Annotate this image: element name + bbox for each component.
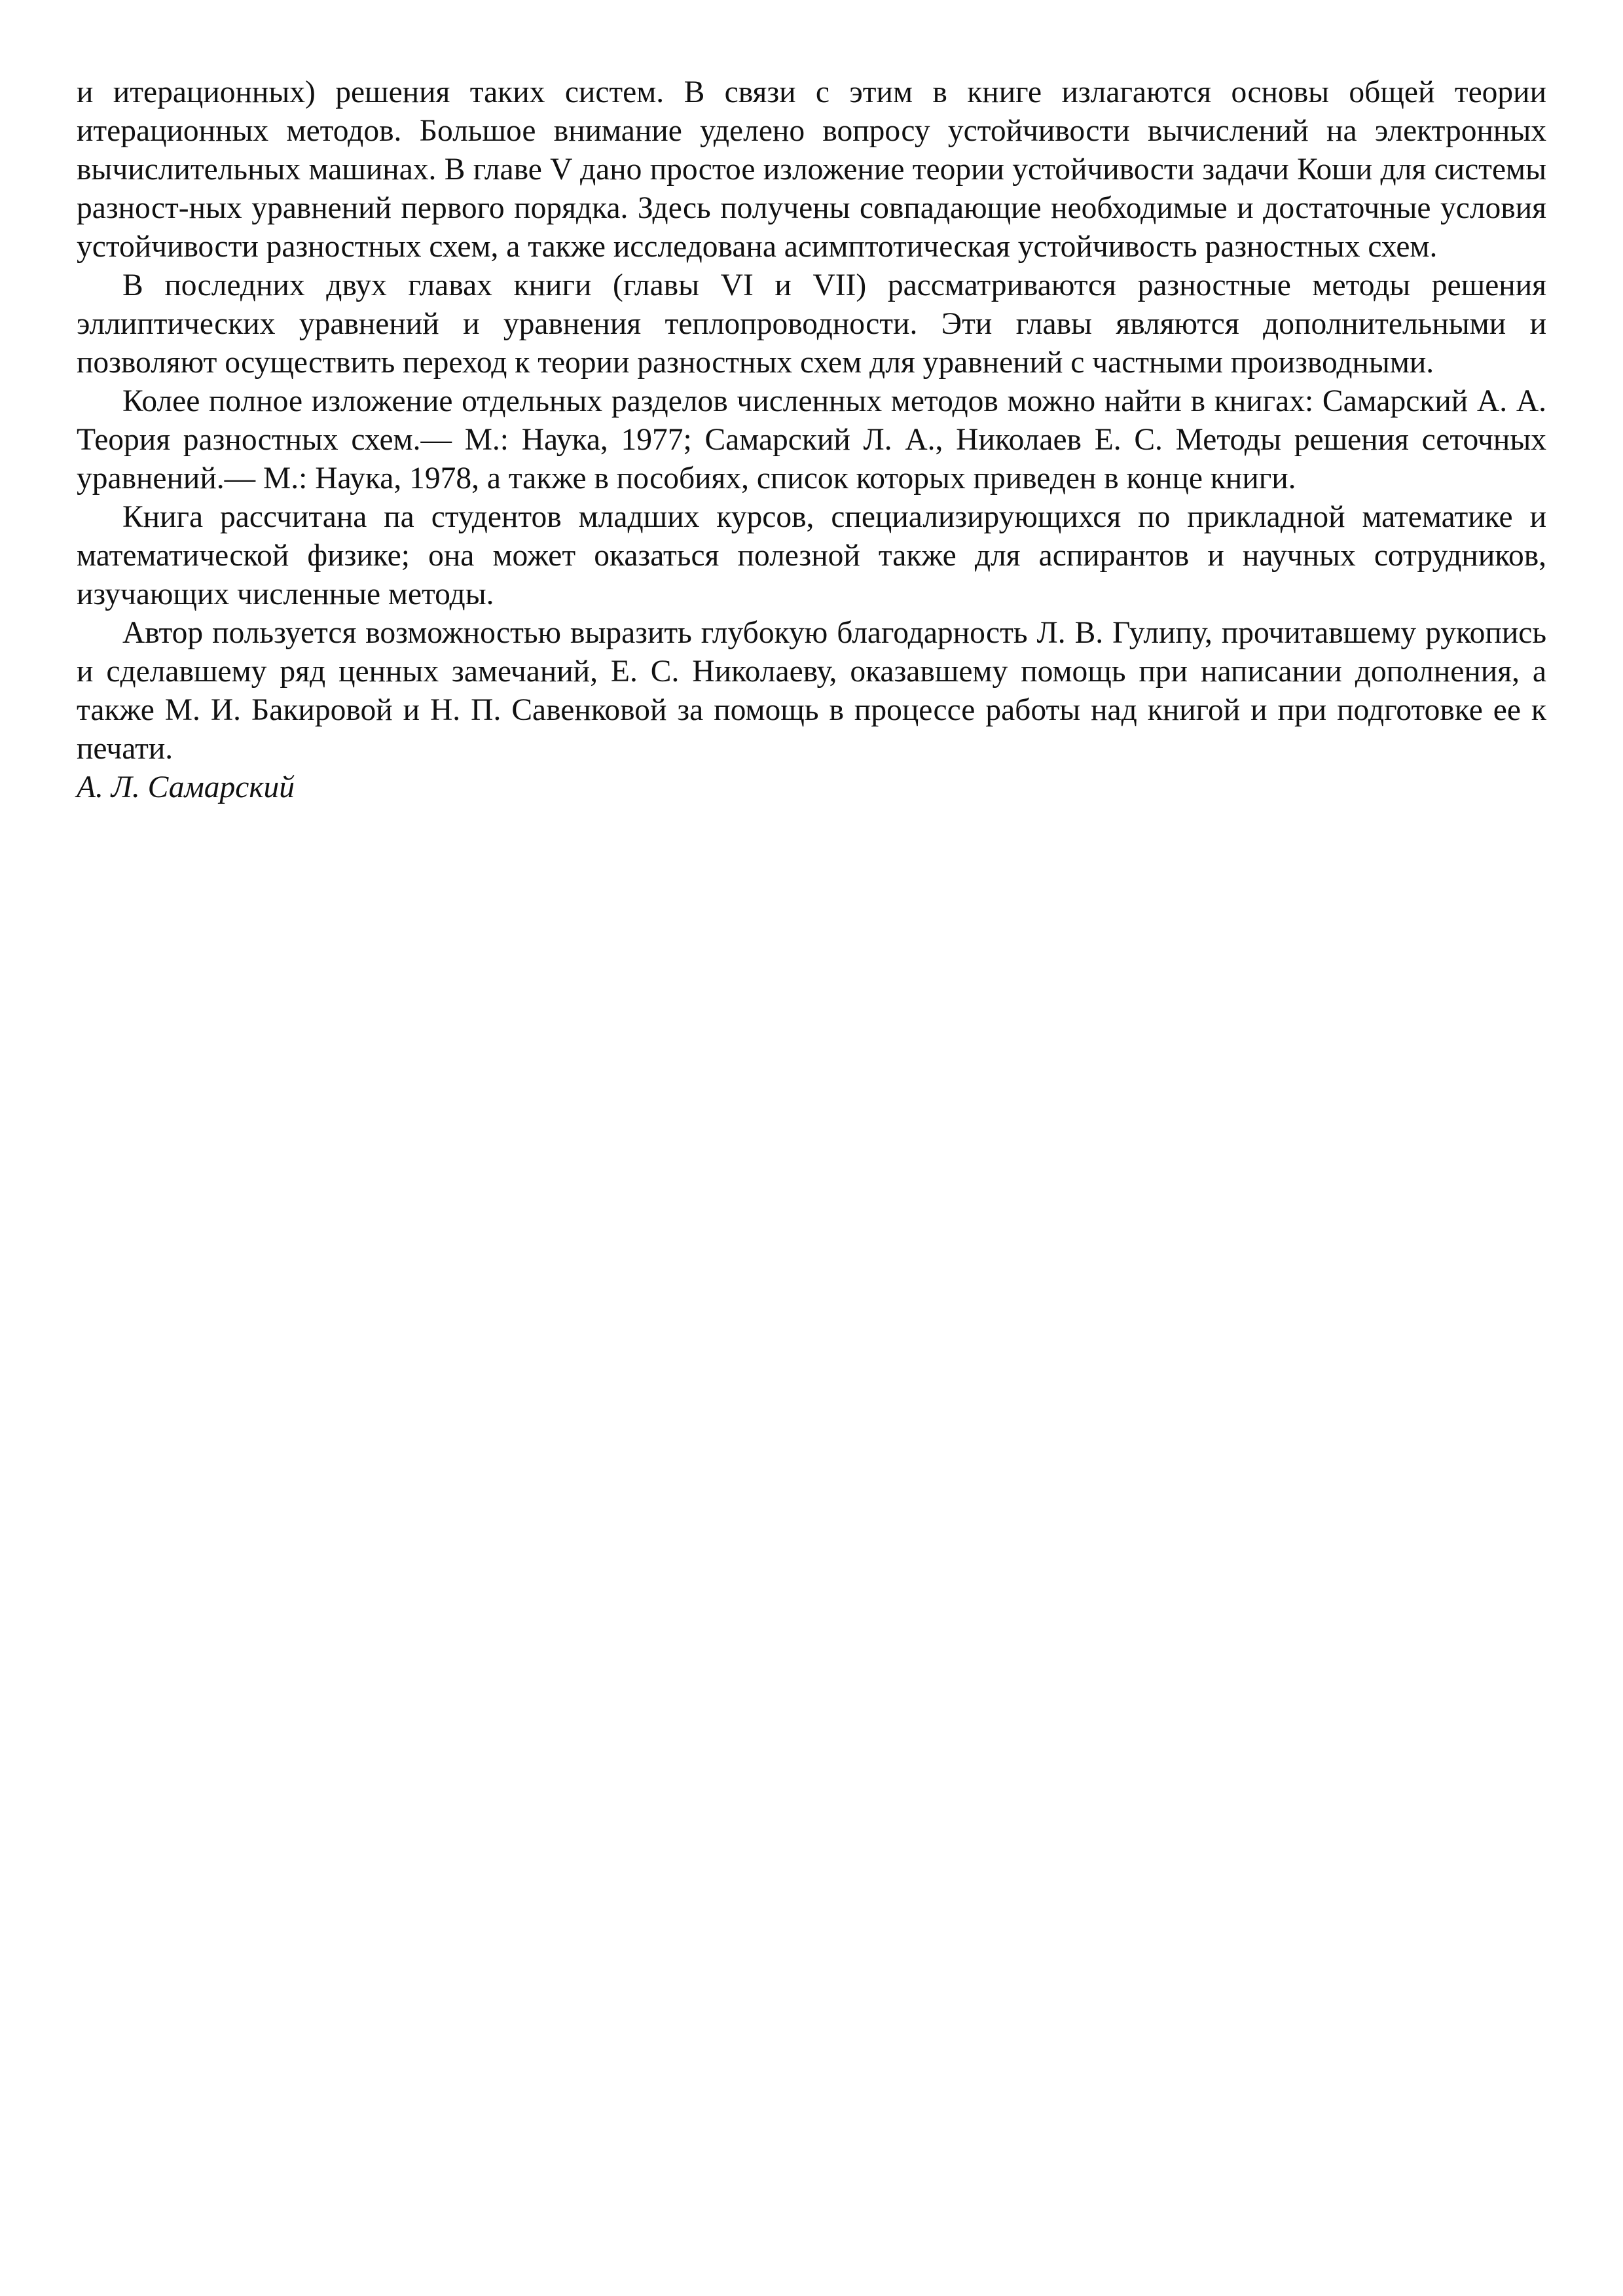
paragraph-references: Колее полное изложение отдельных разделов численных методов можно найти в книгах: Самарский А. А. Теория разностных схем.— М.: Наука, 1977; Самарский Л. А., Николаев Е. С. Методы решения сеточных уравнений.— М.: Наука, 1978, а также в пособиях, список которых приведен в конце книги. (77, 384, 1546, 495)
paragraph-audience: Книга рассчитана па студентов младших курсов, специализирующихся по прикладной математике и математической физике; она может оказаться полезной также для аспирантов и научных сотрудников, изучающих численные методы. (77, 500, 1546, 611)
paragraph-acknowledgements: Автор пользуется возможностью выразить глубокую благодарность Л. В. Гулипу, прочитавшему рукопись и сделавшему ряд ценных замечаний, Е. С. Николаеву, оказавшему помощь при написании дополнения, а также М. И. Бакировой и Н. П. Савенковой за помощь в процессе работы над книгой и при подготовке ее к печати. (77, 616, 1546, 766)
author-signature: А. Л. Самарский (77, 770, 295, 804)
paragraph-iterative-methods: и итерационных) решения таких систем. В связи с этим в книге излагаются основы общей теории итерационных методов. Большое внимание уделено вопросу устойчивости вычислений на электронных вычислительных машинах. В главе V дано простое изложение теории устойчивости задачи Коши для системы разност-ных уравнений первого порядка. Здесь получены совпадающие необходимые и достаточные условия устойчивости разностных схем, а также исследована асимптотическая устойчивость разностных схем. (77, 75, 1546, 264)
paragraph-last-chapters: В последних двух главах книги (главы VI и VII) рассматриваются разностные методы решения эллиптических уравнений и уравнения теплопроводности. Эти главы являются дополнительными и позволяют осуществить переход к теории разностных схем для уравнений с частными производными. (77, 268, 1546, 380)
document-page (77, 73, 1546, 807)
